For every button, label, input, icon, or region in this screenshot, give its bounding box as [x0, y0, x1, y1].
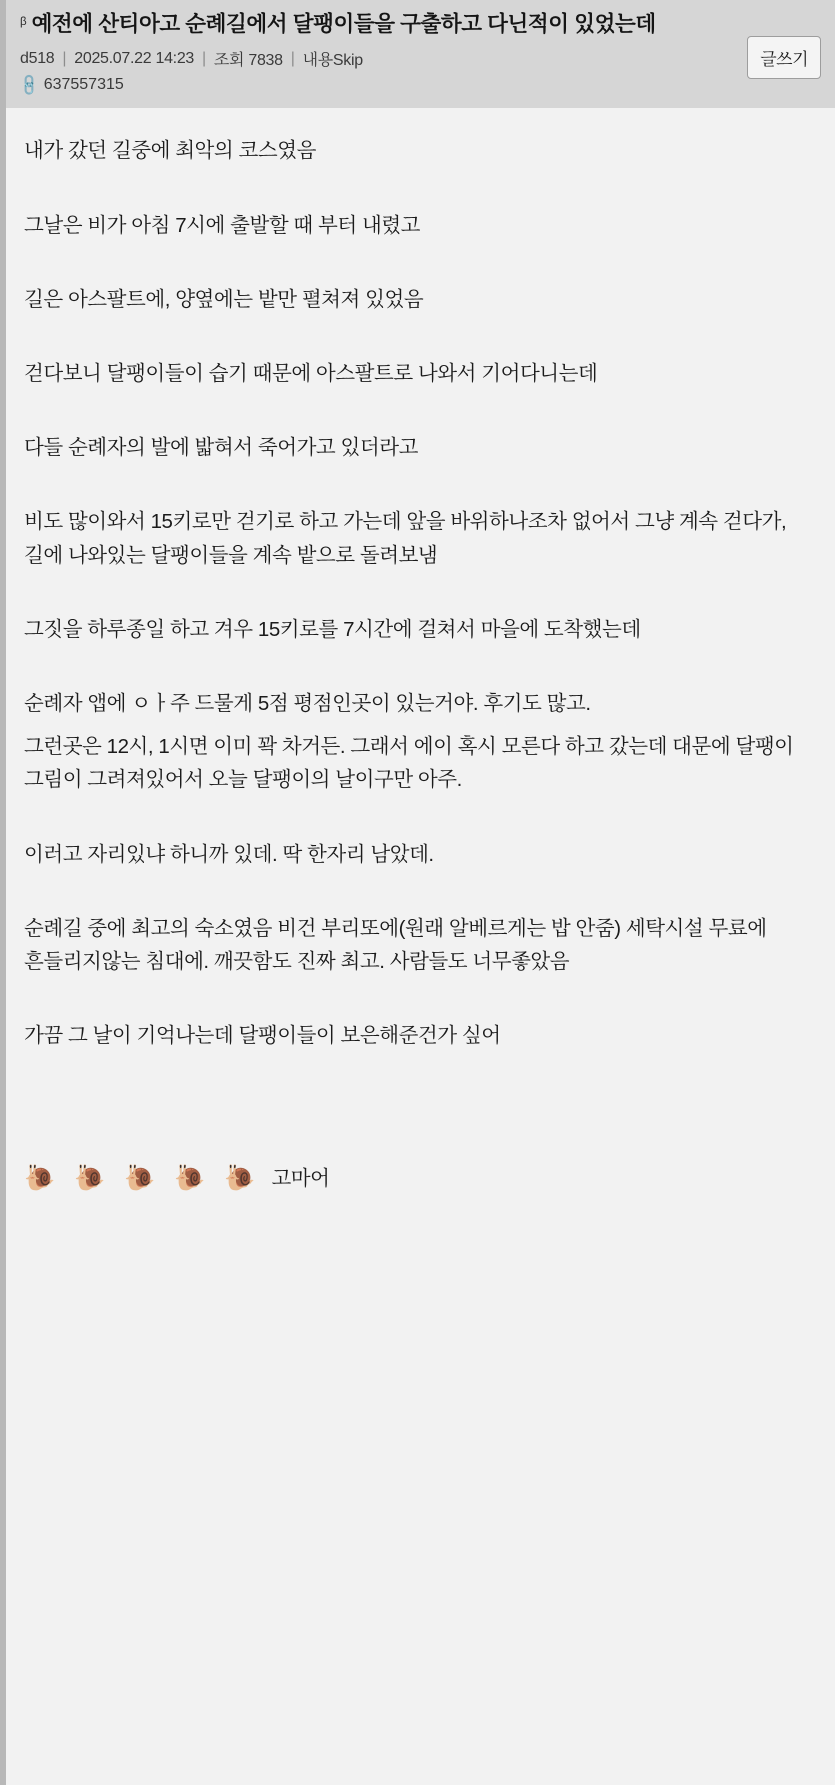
paragraph: 내가 갔던 길중에 최악의 코스였음	[24, 139, 316, 163]
post-header	[6, 0, 835, 108]
paragraph: 비도 많이와서 15키로만 걷기로 하고 가는데 앞을 바위하나조차 없어서 그냥 계속 걷다가, 길에 나와있는 달팽이들을 계속 밭으로 돌려보냄	[24, 510, 787, 567]
author-name[interactable]: d518	[20, 49, 55, 67]
page-title: 예전에 산티아고 순례길에서 달팽이들을 구출하고 다닌적이 있었는데	[31, 12, 656, 36]
post-date: 2025.07.22 14:23	[74, 49, 195, 67]
paragraph: 순례자 앱에 ㅇㅏ주 드물게 5점 평점인곳이 있는거야. 후기도 많고.	[24, 692, 591, 715]
paragraph: 걷다보니 달팽이들이 습기 때문에 아스팔트로 나와서 기어다니는데	[24, 361, 598, 385]
title-row	[20, 10, 821, 38]
post-meta	[20, 47, 821, 70]
paragraph: 그런곳은 12시, 1시면 이미 꽉 차거든. 그래서 에이 혹시 모른다 하고 갔는데 대문에 달팽이 그림이 그려져있어서 오늘 달팽이의 날이구만 아주.	[24, 735, 794, 792]
post-id[interactable]: 637557315	[43, 76, 124, 94]
link-icon: 🔗	[17, 73, 43, 99]
pin-icon: ᵝ	[20, 14, 26, 33]
meta-separator-1: |	[62, 49, 67, 67]
snail-icon-group: 🐌 🐌 🐌 🐌 🐌	[24, 1164, 262, 1193]
snail-closing-text: 고마어	[271, 1166, 330, 1190]
post-id-row[interactable]	[17, 73, 821, 99]
snail-closing-line	[24, 1160, 817, 1198]
paragraph: 가끔 그 날이 기억나는데 달팽이들이 보은해준건가 싶어	[24, 1024, 501, 1048]
meta-separator-3: |	[290, 49, 295, 67]
post-content	[6, 108, 835, 1238]
paragraph: 다들 순례자의 발에 밟혀서 죽어가고 있더라고	[24, 436, 418, 460]
view-count: 조회 7838	[213, 52, 283, 70]
paragraph: 순례길 중에 최고의 숙소였음 비건 부리또에(원래 알베르게는 밥 안줌) 세탁시설 무료에 흔들리지않는 침대에. 깨끗함도 진짜 최고. 사람들도 너무좋았음	[24, 916, 767, 974]
paragraph: 이러고 자리있냐 하니까 있데. 딱 한자리 남았데.	[24, 842, 434, 866]
paragraph: 그짓을 하루종일 하고 겨우 15키로를 7시간에 걸쳐서 마을에 도착했는데	[24, 617, 641, 641]
skip-content-link[interactable]: 내용Skip	[302, 52, 363, 70]
write-post-button[interactable]: 글쓰기	[747, 36, 821, 79]
paragraph: 그날은 비가 아침 7시에 출발할 때 부터 내렸고	[24, 213, 421, 237]
paragraph: 길은 아스팔트에, 양옆에는 밭만 펼쳐져 있었음	[24, 287, 424, 311]
meta-separator-2: |	[202, 49, 206, 67]
